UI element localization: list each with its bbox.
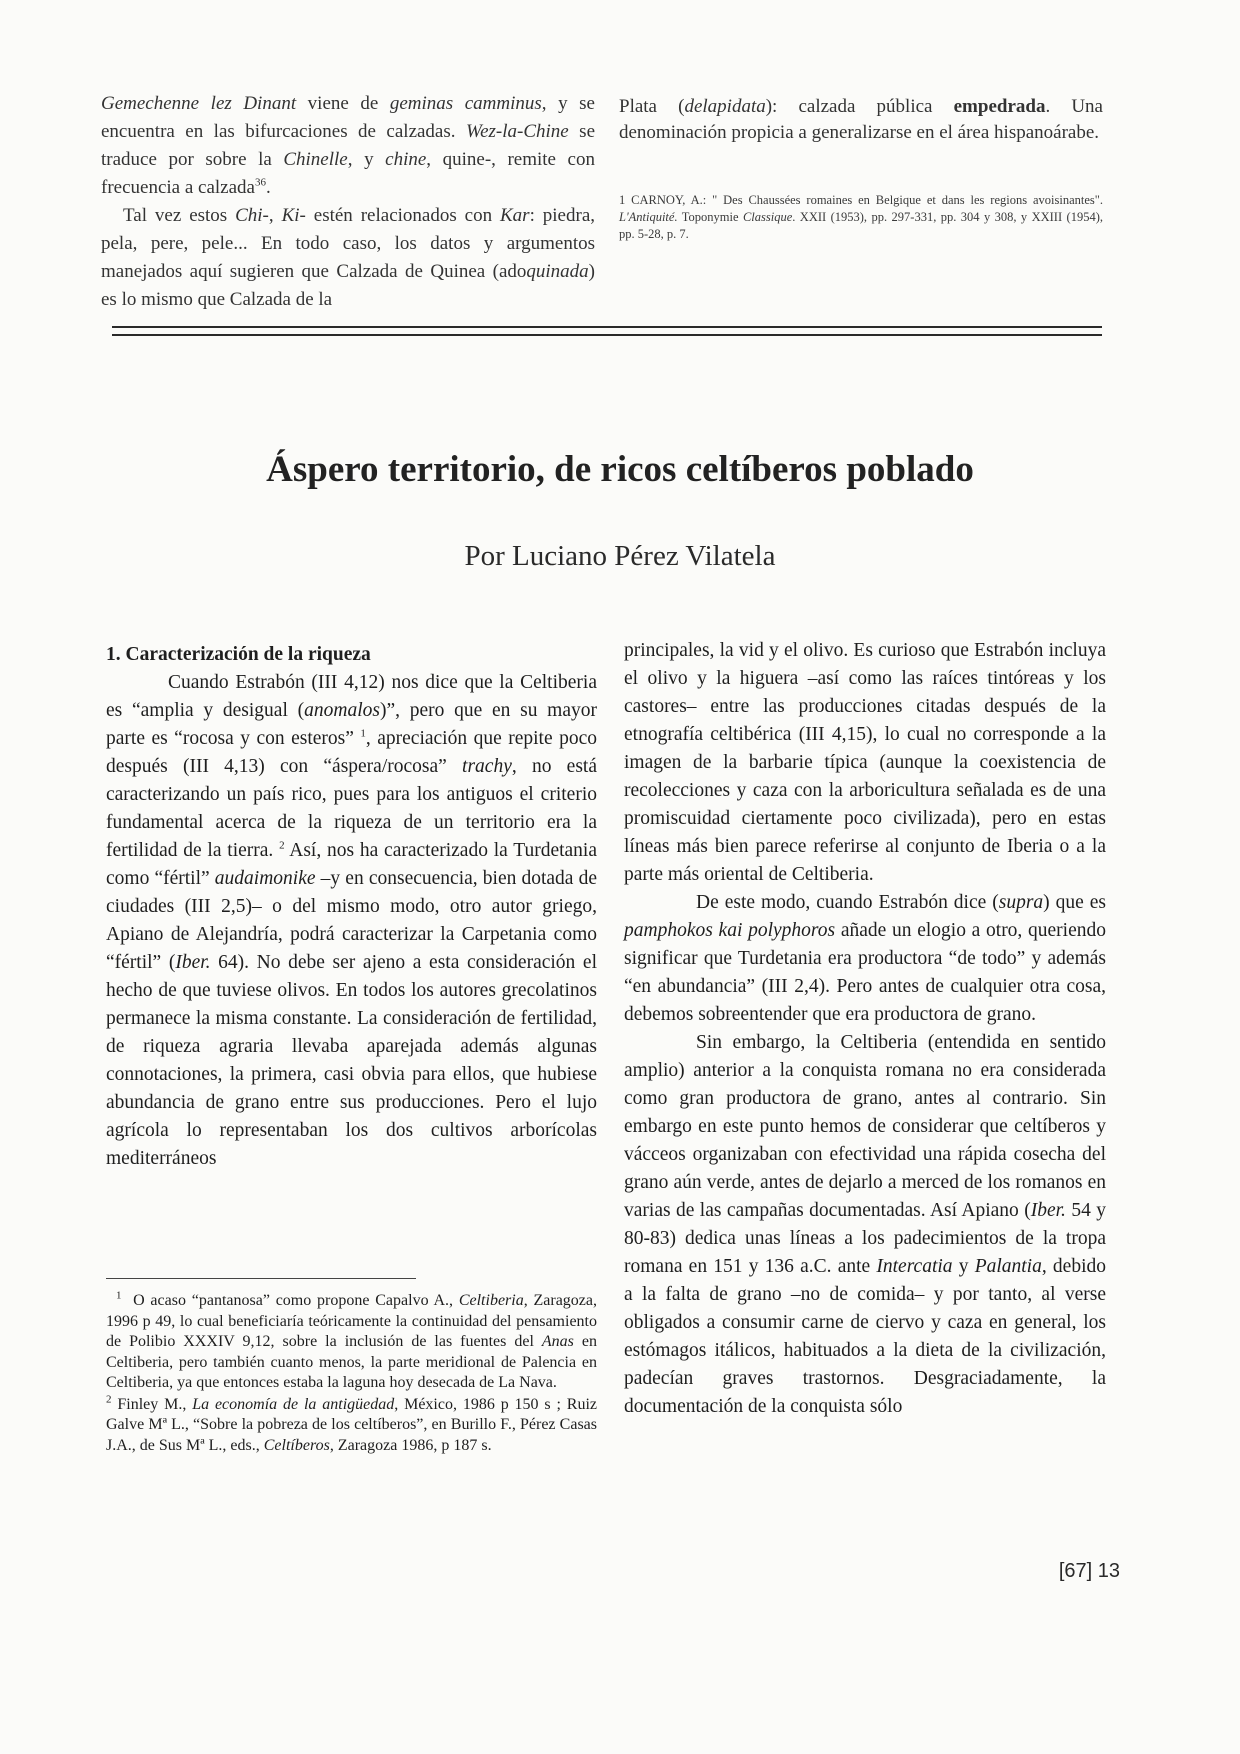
prev-paragraph-3: Plata (delapidata): calzada pública empedrada. Una denominación propicia a generalizarse en el área hispanoárabe. — [619, 96, 1103, 143]
footnote-1: $^1$ O acaso “pantanosa” como propone Capalvo A., Celtiberia, Zaragoza, 1996 p 49, lo cual beneficiaría teóricamente la continuidad del pensamiento de Polibio XXXIV 9,12, sobre la inclusión de las fuentes del Anas en Celtiberia, pero también cuanto menos, la parte meridional de Palencia en Celtiberia, ya que entonces estaba la laguna hoy desecada de La Nava. — [106, 1289, 598, 1391]
body-paragraph-3: De este modo, cuando Estrabón dice (supra) que es pamphokos kai polyphoros añade un elogio a otro, queriendo significar que Turdetania era productora “de todo” y además “en abundancia” (III 2,4). Pero antes de cualquier otra cosa, debemos sobreentender que era productora de grano. — [624, 892, 1106, 1025]
prev-article-right-column — [619, 94, 1103, 243]
footnotes — [106, 1291, 597, 1456]
body-paragraph-4: Sin embargo, la Celtiberia (entendida en sentido amplio) anterior a la conquista romana no era considerada como gran productora de grano, antes al contrario. Sin embargo en este punto hemos de considerar que celtíberos y vácceos organizaban con efectividad una rápida cosecha del grano aún verde, antes de dejarlo a merced de los romanos en varias de las campañas documentadas. Así Apiano (Iber. 54 y 80-83) dedica unas líneas a los padecimientos de la tropa romana en 151 y 136 a.C. ante Intercatia y Palantia, debido a la falta de grano –no de comida– y por tanto, al verse obligados a consumir carne de ciervo y caza en general, los estómagos itálicos, habituados a la dieta de la civilización, padecían graves trastornos. Desgraciadamente, la documentación de la conquista sólo — [624, 1032, 1107, 1417]
separator-rule-bottom — [112, 334, 1102, 336]
article-title: Áspero territorio, de ricos celtíberos poblado — [266, 449, 974, 490]
section-heading: 1. Caracterización de la riqueza — [106, 644, 371, 665]
prev-article-left-column — [101, 90, 595, 314]
separator-rule-top — [112, 326, 1102, 328]
footnote-ref-1: 1 — [360, 727, 366, 740]
article-right-column — [624, 637, 1106, 1421]
footnote-2: $^2$ Finley M., La economía de la antigüedad, México, 1986 p 150 s ; Ruiz Galve Mª L., “Sobre la pobreza de los celtíberos”, en Burillo F., Pérez Casas J.A., de Sus Mª L., eds., Celtíberos, Zaragoza 1986, p 187 s. — [106, 1393, 598, 1454]
body-paragraph-2: principales, la vid y el olivo. Es curioso que Estrabón incluya el olivo y la higuera –así como las raíces tintóreas y los castores– entre las producciones citadas después de la etnografía celtibérica (III 4,15), lo cual no corresponde a la imagen de la barbarie típica (aunque la coexistencia de recolecciones y caza con la arboricultura señalada es de una promiscuidad ciertamente poco civilizada), pero en estas líneas más bien parece referirse al conjunto de Iberia o a la parte más oriental de Celtiberia. — [624, 640, 1106, 885]
body-paragraph-1: Cuando Estrabón (III 4,12) nos dice que la Celtiberia es “amplia y desigual (anomalos)”, pero que en su mayor parte es “rocosa y con esteros” $^1$, apreciación que repite poco después (III 4,13) con “áspera/rocosa” trachy, no está caracterizando un país rico, pues para los antiguos el criterio fundamental acerca de la riqueza de un territorio era la fertilidad de la tierra. $^2$ Así, nos ha caracterizado la Turdetania como “fértil” audaimonike –y en consecuencia, bien dotada de ciudades (III 2,5)– o del mismo modo, otro autor griego, Apiano de Alejandría, podrá caracterizar la Carpetania como “fértil” (Iber. 64). No debe ser ajeno a esta consideración el hecho de que tuviese olivos. En todos los autores grecolatinos permanece la misma constante. La consideración de fertilidad, de riqueza agraria llevaba aparejada además algunas connotaciones, la primera, casi obvia para ellos, que hubiese abundancia de grano entre sus producciones. Pero el lujo agrícola lo representaban los dos cultivos arborícolas mediterráneos — [106, 672, 597, 1169]
prev-footnote-1: 1 CARNOY, A.: " Des Chaussées romaines en Belgique et dans les regions avoisinantes". L'Antiquité. Toponymie Classique. XXII (1953), pp. 297-331, pp. 304 y 308, y XXIII (1954), pp. 5-28, p. 7. — [619, 193, 1104, 241]
footnote-ref-2: 2 — [279, 839, 285, 852]
footnote-ref-36: 36 — [254, 176, 266, 189]
page-number: [67] 13 — [1058, 1560, 1120, 1582]
prev-paragraph-1: Gemechenne lez Dinant viene de geminas camminus, y se encuentra en las bifurcaciones de calzadas. Wez-la-Chine se traduce por sobre la Chinelle, y chine, quine-, remite con frecuencia a calzada$^{36}$. — [101, 93, 596, 198]
article-left-column — [106, 641, 597, 1173]
prev-paragraph-2: Tal vez estos Chi-, Ki- estén relacionados con Kar: piedra, pela, pere, pele... En todo caso, los datos y argumentos manejados aquí sugieren que Calzada de Quinea (adoquinada) es lo mismo que Calzada de la — [101, 205, 595, 310]
footnote-rule — [106, 1278, 416, 1279]
article-author: Por Luciano Pérez Vilatela — [464, 540, 776, 572]
